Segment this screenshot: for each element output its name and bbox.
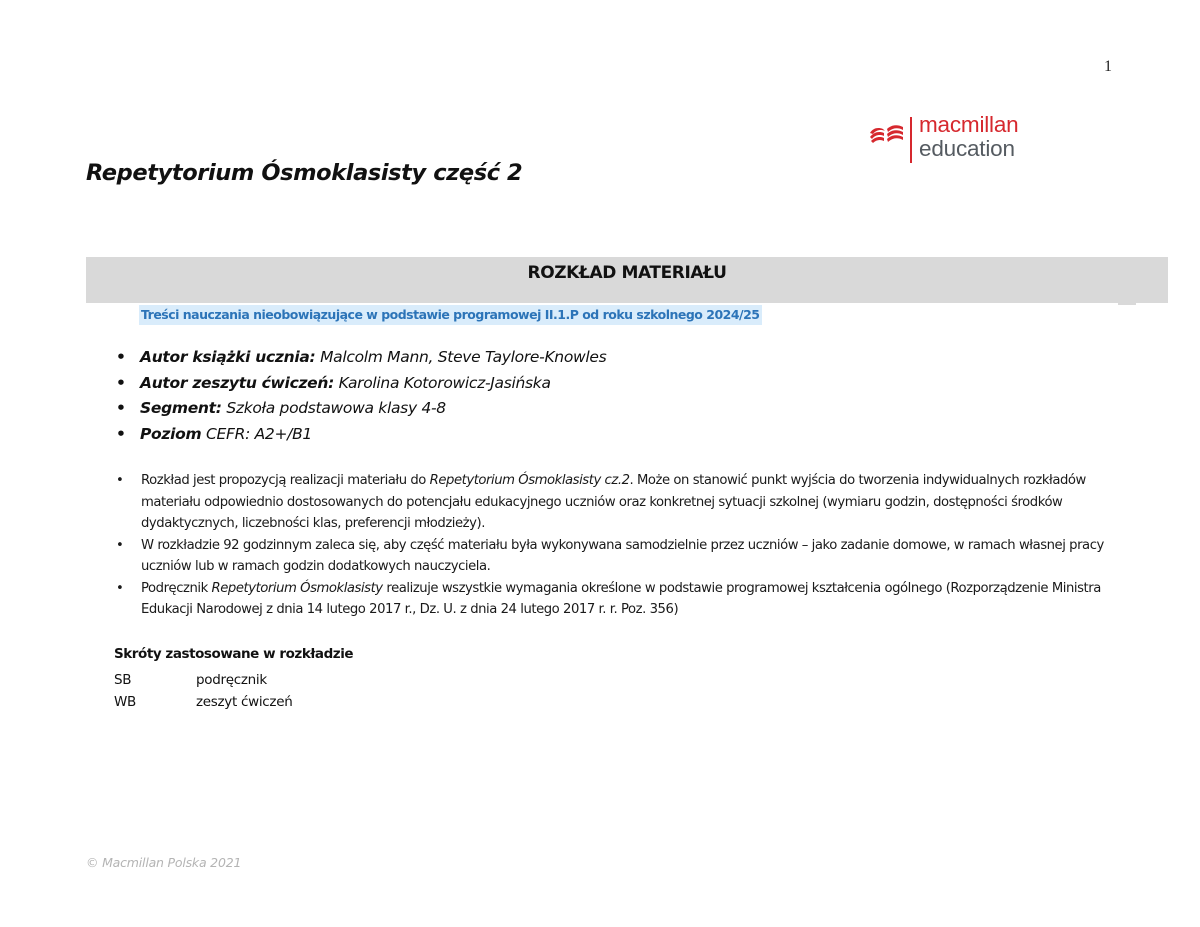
curriculum-note: Treści nauczania nieobowiązujące w podstawie programowej II.1.P od roku szkolnego 2024/25	[139, 305, 762, 325]
document-title: Repetytorium Ósmoklasisty część 2	[86, 160, 523, 186]
description-bullet: • W rozkładzie 92 godzinnym zaleca się, aby część materiału była wykonywana samodzielnie przez uczniów – jako zadanie domowe, w ramach własnej pracy uczniów lub w ramach godzin dodatkowych nauczyciela.	[116, 535, 1106, 578]
book-info-list	[116, 345, 606, 447]
info-label: Poziom	[140, 424, 202, 443]
abbreviation-meaning: zeszyt ćwiczeń	[196, 694, 293, 710]
info-value: Malcolm Mann, Steve Taylore-Knowles	[315, 348, 607, 366]
info-item-workbook-author	[116, 371, 606, 397]
info-label: Autor książki ucznia:	[140, 348, 316, 366]
info-item-level	[116, 422, 606, 448]
section-bar-notch	[1118, 303, 1136, 305]
description-bullet: • Podręcznik Repetytorium Ósmoklasisty realizuje wszystkie wymagania określone w podstawie programowej kształcenia ogólnego (Rozporządzenie Ministra Edukacji Narodowej z dnia 14 lutego 2017 r., Dz. U. z dnia 24 lutego 2017 r. r. Poz. 356)	[116, 578, 1106, 621]
info-value: Szkoła podstawowa klasy 4-8	[221, 399, 446, 417]
logo-line-education: education	[919, 136, 1015, 161]
description-bullets	[116, 470, 1106, 621]
section-title: ROZKŁAD MATERIAŁU	[527, 263, 727, 283]
description-bullet: • Rozkład jest propozycją realizacji materiału do Repetytorium Ósmoklasisty cz.2. Może on stanowić punkt wyjścia do tworzenia indywidualnych rozkładów materiału odpowiednio dostosowanych do potencjału edukacyjnego uczniów oraz konkretnej sytuacji szkolnej (wymiaru godzin, dostępności środków dydaktycznych, liczebności klas, preferencji młodzieży).	[116, 470, 1106, 535]
logo-line-macmillan: macmillan	[919, 112, 1019, 137]
abbreviation-code: SB	[114, 672, 132, 688]
macmillan-logo-icon	[869, 121, 905, 143]
info-item-segment	[116, 396, 606, 422]
logo-separator	[910, 117, 912, 163]
abbreviation-meaning: podręcznik	[196, 672, 267, 688]
page-number: 1	[1104, 58, 1112, 75]
abbreviations-heading: Skróty zastosowane w rozkładzie	[114, 646, 354, 662]
info-value: Karolina Kotorowicz-Jasińska	[334, 373, 551, 392]
info-value: CEFR: A2+/B1	[201, 424, 312, 443]
abbreviation-row	[114, 669, 267, 691]
info-item-student-book-author	[116, 345, 606, 371]
info-label: Segment:	[140, 399, 222, 417]
abbreviation-row	[114, 691, 292, 713]
abbreviation-code: WB	[114, 694, 137, 710]
copyright-footer: © Macmillan Polska 2021	[86, 855, 242, 870]
info-label: Autor zeszytu ćwiczeń:	[140, 373, 335, 392]
section-header-bar	[86, 257, 1168, 303]
logo-text	[919, 113, 1018, 161]
